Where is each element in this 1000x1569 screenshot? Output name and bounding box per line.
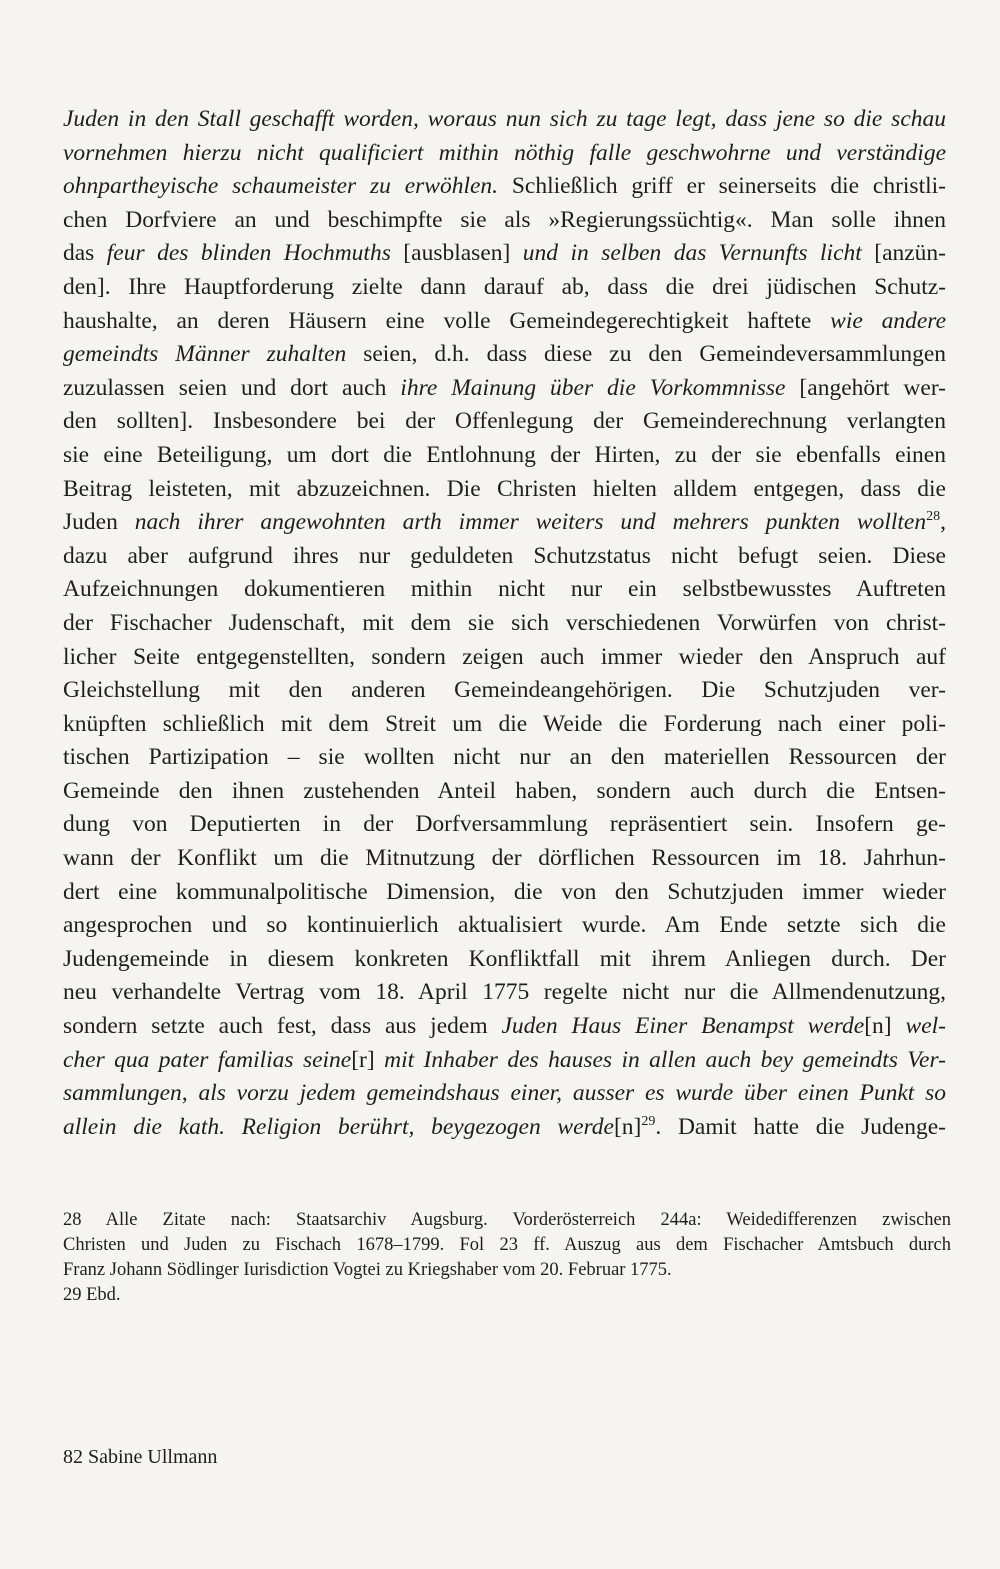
footnote-line: Franz Johann Södlinger Iurisdiction Vogtei zu Kriegshaber vom 20. Februar 1775. bbox=[63, 1260, 672, 1280]
text-line bbox=[63, 943, 946, 977]
text-line bbox=[63, 741, 946, 775]
text-line bbox=[63, 170, 946, 204]
footnotes bbox=[63, 1208, 951, 1308]
text-segment: [ausblasen] bbox=[390, 240, 523, 267]
text-line bbox=[63, 137, 946, 171]
text-segment: dazu aber aufgrund ihres nur geduldeten Schutzstatus nicht befugt seien. Diese bbox=[63, 542, 946, 569]
text-line bbox=[63, 842, 946, 876]
text-line bbox=[63, 876, 946, 910]
quoted-source-text: cher qua pater familias seine bbox=[63, 1046, 352, 1073]
text-segment: zuzulassen seien und dort auch bbox=[63, 374, 401, 401]
text-line bbox=[63, 338, 946, 372]
text-segment: den sollten]. Insbesondere bei der Offenlegung der Gemeinderechnung verlangten bbox=[63, 408, 946, 435]
text-line bbox=[63, 473, 946, 507]
footnote-line: 28 Alle Zitate nach: Staatsarchiv Augsburg. Vorderösterreich 244a: Weidedifferenzen zwischen bbox=[63, 1210, 951, 1230]
quoted-source-text: und in selben das Vernunfts licht bbox=[522, 240, 862, 267]
text-segment: chen Dorfviere an und beschimpfte sie als »Regierungssüchtig«. Man solle ihnen bbox=[63, 206, 946, 233]
text-segment: [n] bbox=[864, 1013, 906, 1040]
text-segment: der Fischacher Judenschaft, mit dem sie sich verschiedenen Vorwürfen von christ- bbox=[63, 609, 946, 636]
text-segment: sondern setzte auch fest, dass aus jedem bbox=[63, 1013, 502, 1040]
text-segment: neu verhandelte Vertrag vom 18. April 1775 regelte nicht nur die Allmendenutzung, bbox=[63, 979, 946, 1006]
text-line bbox=[63, 305, 946, 339]
text-line bbox=[63, 909, 946, 943]
text-line bbox=[63, 674, 946, 708]
text-segment: [n] bbox=[613, 1113, 642, 1140]
text-segment: Juden bbox=[63, 509, 135, 536]
text-segment: Gemeinde den ihnen zustehenden Anteil haben, sondern auch durch die Entsen- bbox=[63, 777, 946, 804]
text-line bbox=[63, 271, 946, 305]
text-segment: knüpften schließlich mit dem Streit um die Weide die Forderung nach einer poli- bbox=[63, 710, 946, 737]
text-line bbox=[63, 405, 946, 439]
quoted-source-text: wie andere bbox=[830, 307, 946, 334]
text-segment: [angehört wer- bbox=[785, 374, 947, 401]
text-line bbox=[63, 439, 946, 473]
text-line bbox=[63, 372, 946, 406]
running-author: Sabine Ullmann bbox=[88, 1446, 218, 1468]
text-segment: [r] bbox=[351, 1046, 385, 1073]
text-segment: wann der Konflikt um die Mitnutzung der dörflichen Ressourcen im 18. Jahrhun- bbox=[63, 845, 946, 872]
text-line bbox=[63, 808, 946, 842]
text-line bbox=[63, 237, 946, 271]
text-segment: den]. Ihre Hauptforderung zielte dann darauf ab, dass die drei jüdischen Schutz- bbox=[63, 273, 946, 300]
text-segment: dert eine kommunalpolitische Dimension, die von den Schutzjuden immer wieder bbox=[63, 878, 946, 905]
text-line bbox=[63, 708, 946, 742]
quoted-source-text: sammlungen, als vorzu jedem gemeindshaus einer, ausser es wurde über einen Punkt so bbox=[63, 1080, 946, 1107]
quoted-source-text: Juden Haus Einer Benampst werde bbox=[501, 1013, 865, 1040]
body-text bbox=[63, 103, 946, 1144]
text-segment: das bbox=[63, 240, 107, 267]
text-segment: dung von Deputierten in der Dorfversammlung repräsentiert sein. Insofern ge- bbox=[63, 811, 946, 838]
footnote-line: Christen und Juden zu Fischach 1678–1799. Fol 23 ff. Auszug aus dem Fischacher Amtsbuch durch bbox=[63, 1235, 951, 1255]
text-segment: tischen Partizipation – sie wollten nicht nur an den materiellen Ressourcen der bbox=[63, 744, 946, 771]
text-line bbox=[63, 1044, 946, 1078]
text-line bbox=[63, 1010, 946, 1044]
text-segment: , bbox=[940, 509, 946, 536]
text-line bbox=[63, 506, 946, 540]
quoted-source-text: nach ihrer angewohnten arth immer weiters und mehrers punkten wollten bbox=[134, 509, 927, 536]
page-number: 82 bbox=[63, 1446, 83, 1468]
text-line bbox=[63, 573, 946, 607]
text-line bbox=[63, 1111, 946, 1145]
footnote-ref: 28 bbox=[926, 509, 941, 525]
text-segment: Schließlich griff er seinerseits die christli- bbox=[498, 173, 946, 200]
text-line bbox=[63, 1077, 946, 1111]
footnote-line: 29 Ebd. bbox=[63, 1285, 121, 1305]
quoted-source-text: vornehmen hierzu nicht qualificiert mithin nöthig falle geschwohrne und verständige bbox=[63, 139, 946, 166]
quoted-source-text: feur des blinden Hochmuths bbox=[106, 240, 391, 267]
text-line bbox=[63, 775, 946, 809]
quoted-source-text: mit Inhaber des hauses in allen auch bey gemeindts Ver- bbox=[384, 1046, 946, 1073]
page-footer bbox=[63, 1444, 217, 1470]
text-segment: haushalte, an deren Häusern eine volle Gemeindegerechtigkeit haftete bbox=[63, 307, 831, 334]
text-segment: Aufzeichnungen dokumentieren mithin nicht nur ein selbstbewusstes Auftreten bbox=[63, 576, 946, 603]
text-segment: [anzün- bbox=[861, 240, 947, 267]
quoted-source-text: wel- bbox=[905, 1013, 946, 1040]
text-segment: . Damit hatte die Judenge- bbox=[655, 1113, 946, 1140]
text-segment: angesprochen und so kontinuierlich aktualisiert wurde. Am Ende setzte sich die bbox=[63, 912, 946, 939]
text-segment: Beitrag leisteten, mit abzuzeichnen. Die Christen hielten alldem entgegen, dass die bbox=[63, 475, 946, 502]
footnote-ref: 29 bbox=[641, 1113, 656, 1129]
text-segment: sie eine Beteiligung, um dort die Entlohnung der Hirten, zu der sie ebenfalls einen bbox=[63, 441, 946, 468]
text-segment: Judengemeinde in diesem konkreten Konfliktfall mit ihrem Anliegen durch. Der bbox=[63, 945, 946, 972]
text-segment: licher Seite entgegenstellten, sondern zeigen auch immer wieder den Anspruch auf bbox=[63, 643, 946, 670]
text-line bbox=[63, 540, 946, 574]
text-line bbox=[63, 204, 946, 238]
quoted-source-text: Juden in den Stall geschafft worden, woraus nun sich zu tage legt, dass jene so die schau bbox=[63, 106, 946, 132]
quoted-source-text: ihre Mainung über die Vorkommnisse bbox=[400, 374, 786, 401]
text-line bbox=[63, 607, 946, 641]
text-line bbox=[63, 976, 946, 1010]
text-line bbox=[63, 641, 946, 675]
quoted-source-text: gemeindts Männer zuhalten bbox=[63, 341, 347, 368]
text-segment: seien, d.h. dass diese zu den Gemeindeversammlungen bbox=[346, 341, 946, 368]
text-line bbox=[63, 103, 946, 137]
text-segment: Gleichstellung mit den anderen Gemeindeangehörigen. Die Schutzjuden ver- bbox=[63, 677, 946, 704]
quoted-source-text: ohnpartheyische schaumeister zu erwöhlen. bbox=[63, 173, 499, 200]
quoted-source-text: allein die kath. Religion berührt, beygezogen werde bbox=[63, 1113, 614, 1140]
